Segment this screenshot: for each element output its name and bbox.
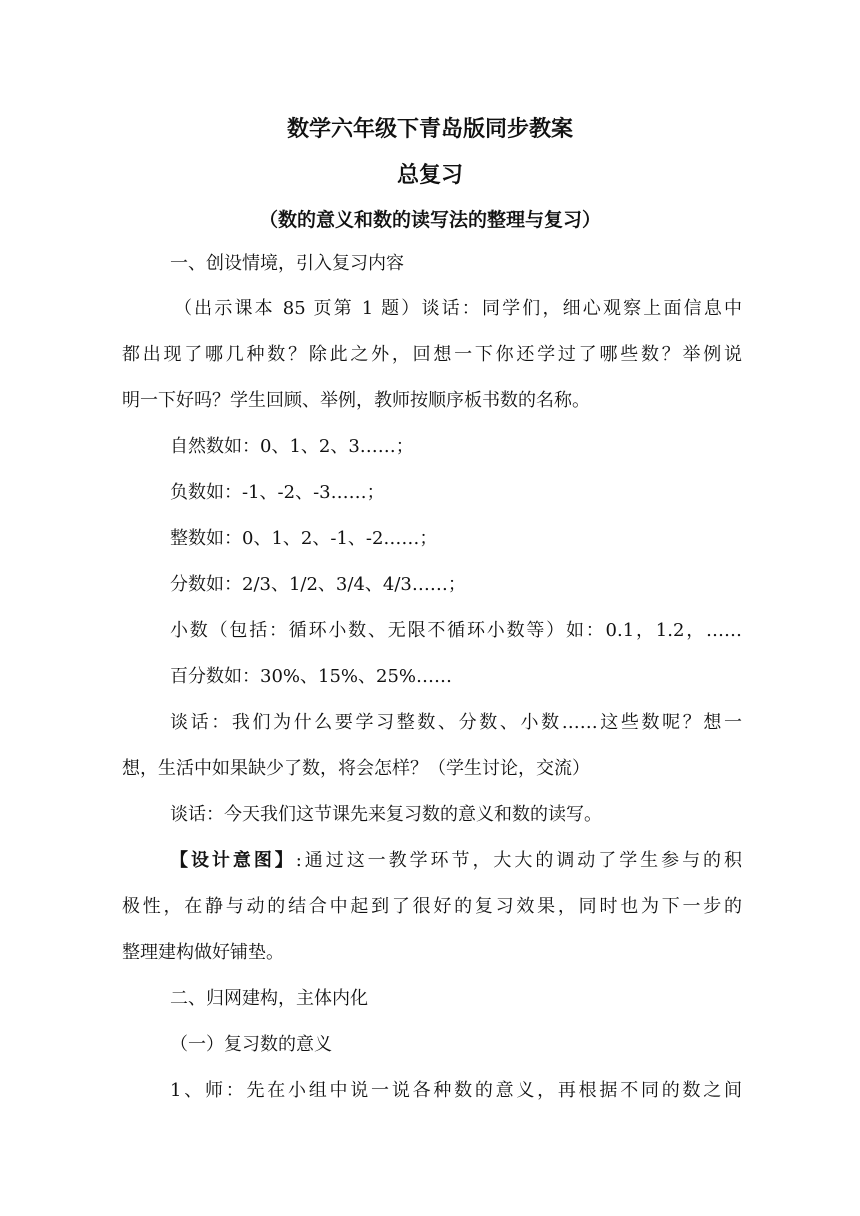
section-heading-2: 二、归网建构，主体内化 [170,988,368,1009]
paragraph-line: 谈话：我们为什么要学习整数、分数、小数……这些数呢？想一 [170,712,742,733]
example-fractions: 分数如：2/3、1/2、3/4、4/3……； [170,574,466,595]
paragraph-line: 整理建构做好铺垫。 [122,942,284,963]
lesson-topic: （数的意义和数的读写法的整理与复习） [258,209,601,231]
paragraph-line: 极性，在静与动的结合中起到了很好的复习效果，同时也为下一步的 [122,896,742,917]
example-decimals: 小数（包括：循环小数、无限不循环小数等）如：0.1，1.2，…… [170,620,742,641]
example-integers: 整数如：0、1、2、-1、-2……； [170,528,438,549]
paragraph-line: （出示课本 85 页第 1 题）谈话：同学们，细心观察上面信息中 [174,298,742,319]
design-intent-label: 【设计意图】 [170,850,296,871]
paragraph-line: 明一下好吗？学生回顾、举例，教师按顺序板书数的名称。 [122,390,590,411]
paragraph-line: 都出现了哪几种数？除此之外，回想一下你还学过了哪些数？举例说 [122,344,742,365]
document-title: 数学六年级下青岛版同步教案 [286,117,573,142]
paragraph-line: 1、师：先在小组中说一说各种数的意义，再根据不同的数之间 [170,1080,742,1101]
example-natural-numbers: 自然数如：0、1、2、3……； [170,436,414,457]
paragraph-line: 谈话：今天我们这节课先来复习数的意义和数的读写。 [170,804,602,825]
example-percentages: 百分数如：30%、15%、25%…… [170,666,453,687]
example-negative-numbers: 负数如：-1、-2、-3……； [170,482,385,503]
design-intent-line [170,849,742,873]
paragraph-line: 想，生活中如果缺少了数，将会怎样？（学生讨论，交流） [122,758,590,779]
section-heading-1: 一、创设情境，引入复习内容 [170,253,404,274]
subsection-heading: （一）复习数的意义 [170,1034,332,1055]
document-subtitle: 总复习 [396,163,463,188]
design-intent-text: :通过这一教学环节，大大的调动了学生参与的积 [295,850,743,871]
